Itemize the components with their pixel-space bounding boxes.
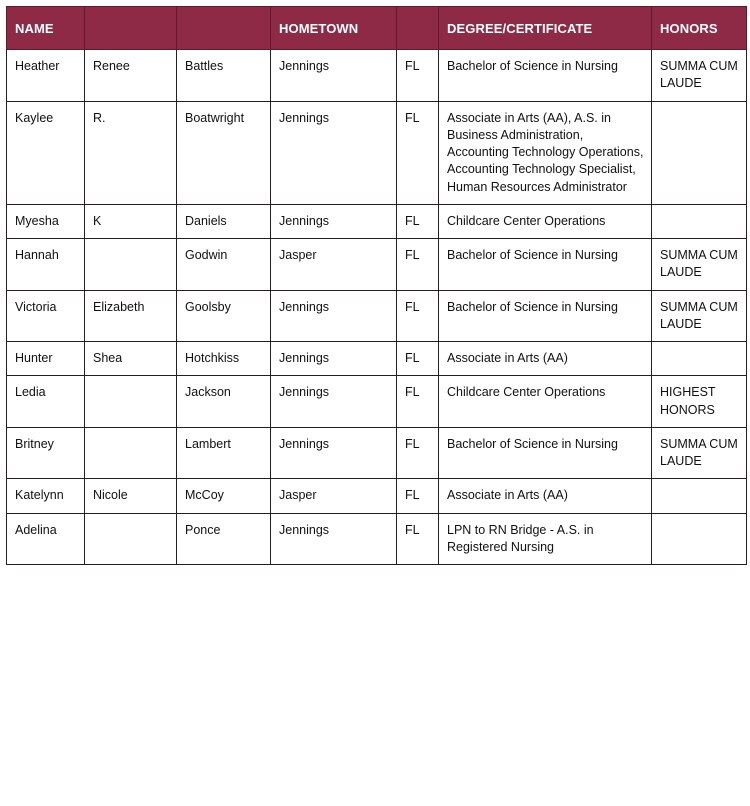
table-header-row bbox=[7, 7, 747, 50]
cell-last-name: Godwin bbox=[177, 239, 271, 291]
table-row bbox=[7, 342, 747, 376]
cell-degree: Bachelor of Science in Nursing bbox=[439, 50, 652, 102]
cell-middle-name bbox=[85, 513, 177, 565]
cell-state: FL bbox=[397, 513, 439, 565]
table-row bbox=[7, 50, 747, 102]
table-body bbox=[7, 50, 747, 565]
cell-honors bbox=[652, 342, 747, 376]
cell-degree: Bachelor of Science in Nursing bbox=[439, 427, 652, 479]
cell-city: Jennings bbox=[271, 204, 397, 238]
cell-first-name: Myesha bbox=[7, 204, 85, 238]
cell-honors bbox=[652, 479, 747, 513]
table-row bbox=[7, 290, 747, 342]
cell-middle-name bbox=[85, 376, 177, 428]
cell-first-name: Heather bbox=[7, 50, 85, 102]
cell-first-name: Hunter bbox=[7, 342, 85, 376]
cell-degree: Associate in Arts (AA) bbox=[439, 342, 652, 376]
cell-honors: SUMMA CUM LAUDE bbox=[652, 290, 747, 342]
cell-middle-name: Renee bbox=[85, 50, 177, 102]
cell-state: FL bbox=[397, 204, 439, 238]
cell-honors: SUMMA CUM LAUDE bbox=[652, 427, 747, 479]
cell-degree: LPN to RN Bridge - A.S. in Registered Nursing bbox=[439, 513, 652, 565]
cell-city: Jennings bbox=[271, 376, 397, 428]
cell-honors: SUMMA CUM LAUDE bbox=[652, 50, 747, 102]
cell-last-name: Battles bbox=[177, 50, 271, 102]
cell-city: Jasper bbox=[271, 479, 397, 513]
cell-honors bbox=[652, 101, 747, 204]
cell-degree: Associate in Arts (AA) bbox=[439, 479, 652, 513]
cell-honors: HIGHEST HONORS bbox=[652, 376, 747, 428]
cell-degree: Childcare Center Operations bbox=[439, 204, 652, 238]
cell-last-name: Goolsby bbox=[177, 290, 271, 342]
column-header-state bbox=[397, 7, 439, 50]
cell-city: Jennings bbox=[271, 427, 397, 479]
cell-first-name: Kaylee bbox=[7, 101, 85, 204]
cell-city: Jennings bbox=[271, 342, 397, 376]
cell-honors bbox=[652, 204, 747, 238]
table-row bbox=[7, 101, 747, 204]
cell-city: Jasper bbox=[271, 239, 397, 291]
cell-middle-name: K bbox=[85, 204, 177, 238]
cell-degree: Associate in Arts (AA), A.S. in Business Administration, Accounting Technology Operations, Accounting Technology Specialist, Human Resources Administrator bbox=[439, 101, 652, 204]
cell-first-name: Britney bbox=[7, 427, 85, 479]
table-row bbox=[7, 427, 747, 479]
cell-last-name: Ponce bbox=[177, 513, 271, 565]
cell-state: FL bbox=[397, 50, 439, 102]
cell-middle-name: Elizabeth bbox=[85, 290, 177, 342]
cell-state: FL bbox=[397, 479, 439, 513]
cell-honors: SUMMA CUM LAUDE bbox=[652, 239, 747, 291]
cell-city: Jennings bbox=[271, 101, 397, 204]
cell-middle-name: Nicole bbox=[85, 479, 177, 513]
column-header-middle-name bbox=[85, 7, 177, 50]
cell-state: FL bbox=[397, 239, 439, 291]
graduates-table bbox=[6, 6, 747, 565]
cell-last-name: Hotchkiss bbox=[177, 342, 271, 376]
table-header bbox=[7, 7, 747, 50]
cell-degree: Bachelor of Science in Nursing bbox=[439, 239, 652, 291]
column-header-name: NAME bbox=[7, 7, 85, 50]
cell-middle-name: Shea bbox=[85, 342, 177, 376]
column-header-degree: DEGREE/CERTIFICATE bbox=[439, 7, 652, 50]
cell-state: FL bbox=[397, 427, 439, 479]
cell-state: FL bbox=[397, 342, 439, 376]
cell-middle-name bbox=[85, 239, 177, 291]
cell-city: Jennings bbox=[271, 50, 397, 102]
cell-last-name: McCoy bbox=[177, 479, 271, 513]
cell-first-name: Katelynn bbox=[7, 479, 85, 513]
table-row bbox=[7, 376, 747, 428]
cell-city: Jennings bbox=[271, 290, 397, 342]
cell-first-name: Victoria bbox=[7, 290, 85, 342]
cell-last-name: Lambert bbox=[177, 427, 271, 479]
table-row bbox=[7, 479, 747, 513]
cell-city: Jennings bbox=[271, 513, 397, 565]
column-header-last-name bbox=[177, 7, 271, 50]
cell-middle-name bbox=[85, 427, 177, 479]
table-row bbox=[7, 513, 747, 565]
column-header-hometown: HOMETOWN bbox=[271, 7, 397, 50]
cell-last-name: Boatwright bbox=[177, 101, 271, 204]
cell-last-name: Daniels bbox=[177, 204, 271, 238]
column-header-honors: HONORS bbox=[652, 7, 747, 50]
cell-state: FL bbox=[397, 101, 439, 204]
cell-state: FL bbox=[397, 290, 439, 342]
table-row bbox=[7, 204, 747, 238]
cell-degree: Bachelor of Science in Nursing bbox=[439, 290, 652, 342]
cell-honors bbox=[652, 513, 747, 565]
cell-degree: Childcare Center Operations bbox=[439, 376, 652, 428]
cell-first-name: Ledia bbox=[7, 376, 85, 428]
cell-first-name: Hannah bbox=[7, 239, 85, 291]
cell-middle-name: R. bbox=[85, 101, 177, 204]
cell-first-name: Adelina bbox=[7, 513, 85, 565]
cell-last-name: Jackson bbox=[177, 376, 271, 428]
cell-state: FL bbox=[397, 376, 439, 428]
table-row bbox=[7, 239, 747, 291]
